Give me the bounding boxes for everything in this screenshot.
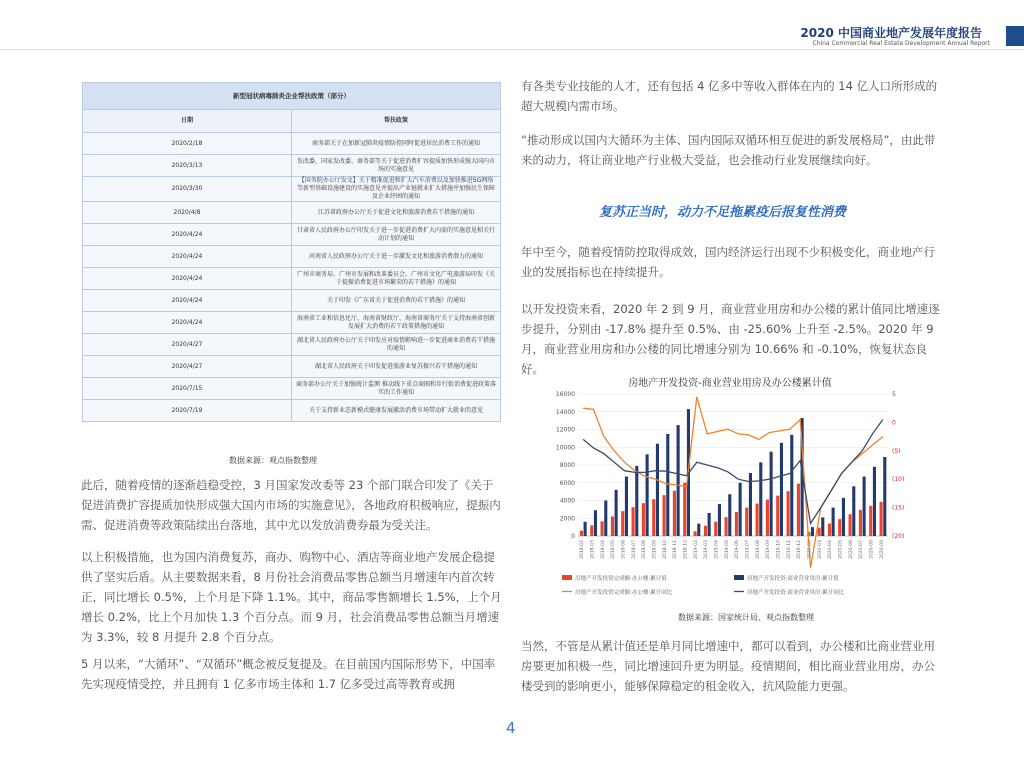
office-investment-bar xyxy=(673,491,676,536)
right-axis-tick-label: (15) xyxy=(892,504,905,512)
report-subtitle: China Commercial Real Estate Development Annual Report xyxy=(812,40,990,47)
office-investment-bar xyxy=(632,507,635,536)
table-cell-policy: 甘肃省人民政府办公厅印发关于进一步促进消费扩大内需的实施意见相关行动计划的通知 xyxy=(292,224,501,246)
office-investment-bar xyxy=(704,526,707,536)
table-row xyxy=(83,155,501,177)
x-axis-tick-label: 2019-02 xyxy=(693,540,699,559)
commercial-investment-bar xyxy=(811,527,814,536)
paragraph-right-3: 年中至今，随着疫情防控取得成效，国内经济运行出现不少积极变化，商业地产行业的发展指标也在持续提升。 xyxy=(521,245,935,279)
table-cell-policy: 广州市商务局、广州市发展和改革委员会、广州市文化广电旅游局印发《关于提振消费促进市场繁荣的若干措施》的通知 xyxy=(292,268,501,290)
x-axis-tick-label: 2018-11 xyxy=(673,540,679,559)
header-accent-bar xyxy=(1006,26,1024,46)
legend-swatch xyxy=(562,575,572,580)
table-cell-date: 2020/4/24 xyxy=(83,224,292,246)
left-axis-tick-label: 12000 xyxy=(555,426,575,434)
x-axis-tick-label: 2018-10 xyxy=(662,540,668,559)
table-cell-policy: 河南省人民政府办公厅关于进一步激发文化和旅游消费潜力的通知 xyxy=(292,246,501,268)
office-investment-bar xyxy=(756,504,759,536)
office-investment-bar xyxy=(642,503,645,536)
right-axis-tick-label: (20) xyxy=(892,533,905,540)
office-investment-bar xyxy=(621,511,624,536)
left-axis-tick-label: 2000 xyxy=(559,515,575,523)
commercial-investment-bar xyxy=(832,508,835,536)
commercial-investment-bar xyxy=(635,466,638,536)
table-cell-policy: 关于支持新业态新模式健康发展激活消费市场带动扩大就业的意见 xyxy=(292,400,501,422)
commercial-investment-bar xyxy=(852,486,855,536)
commercial-investment-bar xyxy=(615,490,618,536)
x-axis-tick-label: 2019-12 xyxy=(797,540,803,559)
left-axis-tick-label: 16000 xyxy=(555,391,575,398)
chart-source: 数据来源：国家统计局、观点指数整理 xyxy=(678,613,814,622)
left-axis-tick-label: 8000 xyxy=(559,462,575,469)
right-axis-tick-label: 0 xyxy=(892,419,896,427)
table-cell-date: 2020/7/19 xyxy=(83,400,292,422)
x-axis-tick-label: 2020-08 xyxy=(869,540,875,559)
table-cell-policy: 湖北省人民政府办公厅关于印发应对疫情影响进一步促进商业消费若干措施的通知 xyxy=(292,334,501,356)
table-source: 数据来源：观点指数整理 xyxy=(229,456,317,465)
left-axis-tick-label: 10000 xyxy=(555,444,575,452)
table-header-policy: 帮扶政策 xyxy=(292,110,501,133)
commercial-investment-bar xyxy=(739,483,742,536)
office-investment-bar xyxy=(652,499,655,536)
office-investment-bar xyxy=(611,516,614,536)
table-cell-policy: 关于印发《广东省关于促进消费的若干措施》的通知 xyxy=(292,290,501,312)
table-cell-date: 2020/4/27 xyxy=(83,356,292,378)
office-investment-bar xyxy=(838,519,841,536)
office-investment-bar xyxy=(590,525,593,536)
table-row xyxy=(83,246,501,268)
legend-label: 房地产开发投资:商业营业用房:累计同比 xyxy=(747,590,845,596)
table-row xyxy=(83,224,501,246)
paragraph-right-1: 有各类专业技能的人才，还有包括 4 亿多中等收入群体在内的 14 亿人口所形成的超大规模内需市场。 xyxy=(521,79,938,113)
x-axis-tick-label: 2020-04 xyxy=(828,540,834,559)
commercial-investment-bar xyxy=(780,443,783,536)
table-cell-date: 2020/3/13 xyxy=(83,155,292,177)
investment-chart xyxy=(552,372,908,602)
legend-label: 房地产开发投资完成额:办公楼:累计值 xyxy=(575,576,667,582)
commercial-investment-bar xyxy=(759,462,762,536)
table-caption: 新型冠状病毒肺炎企业帮扶政策（部分） xyxy=(83,83,501,110)
table-row xyxy=(83,177,501,202)
x-axis-tick-label: 2018-12 xyxy=(683,540,689,559)
commercial-investment-bar xyxy=(708,513,711,536)
paragraph-left-3: 5 月以来，“大循环”、“双循环”概念被反复提及。在目前国内国际形势下，中国率先实现疫情受控，并且拥有 1 亿多市场主体和 1.7 亿多受过高等教育或拥 xyxy=(81,657,496,691)
office-investment-bar xyxy=(766,500,769,536)
paragraph-right-4: 以开发投资来看，2020 年 2 到 9 月，商业营业用房和办公楼的累计值同比增速逐步提升，分别由 -17.8% 提升至 0.5%、由 -25.60% 上升至 -2.5%。2020 年 9 月，商业营业用房和办公楼的同比增速分别为 10.66% 和 -0.10%，恢复状态良好。 xyxy=(521,302,940,376)
x-axis-tick-label: 2018-07 xyxy=(631,540,637,559)
commercial-investment-bar xyxy=(863,477,866,536)
commercial-yoy-line xyxy=(583,420,883,524)
commercial-investment-bar xyxy=(790,435,793,536)
x-axis-tick-label: 2018-05 xyxy=(611,540,617,559)
table-cell-policy: 湖北省人民政府关于印发促进旅游业复苏振兴若干措施的通知 xyxy=(292,356,501,378)
commercial-investment-bar xyxy=(594,510,597,536)
x-axis-tick-label: 2018-03 xyxy=(590,540,596,559)
table-cell-date: 2020/4/8 xyxy=(83,202,292,224)
x-axis-tick-label: 2018-08 xyxy=(642,540,648,559)
commercial-investment-bar xyxy=(728,494,731,536)
left-axis-tick-label: 14000 xyxy=(555,408,575,416)
table-row xyxy=(83,356,501,378)
table-cell-policy: 发改委、国家发改委、商务部等关于促进消费扩容提质加快形成强大国内市场的实施意见 xyxy=(292,155,501,177)
table-row xyxy=(83,312,501,334)
office-investment-bar xyxy=(694,531,697,536)
office-investment-bar xyxy=(745,508,748,536)
table-header-date: 日期 xyxy=(83,110,292,133)
commercial-investment-bar xyxy=(625,477,628,536)
table-cell-policy: 【国务院办公厅发文】关于精准促进和扩大汽车消费以及加快推进5G网络等新型基础设施建设的实施意见并提出产业链就业扩大措施并加强民生保障及企业纾困的通知 xyxy=(292,177,501,202)
right-axis-tick-label: 5 xyxy=(892,391,896,398)
paragraph-left-2: 以上积极措施，也为国内消费复苏，商办、购物中心、酒店等商业地产发展企稳提供了坚实后盾。从主要数据来看，8 月份社会消费品零售总额当月增速年内首次转正，同比增长 0.5%，上个月是下降 1.1%。其中，商品零售额增长 1.5%，上个月增长 0.2%，比上个月加快 1.3 个百分点。而 9 月，社会消费品零售总额当月增速为 3.3%，较 8 月提升 2.8 个百分点。 xyxy=(81,550,502,644)
x-axis-tick-label: 2020-06 xyxy=(848,540,854,559)
commercial-investment-bar xyxy=(718,504,721,536)
table-row xyxy=(83,290,501,312)
office-investment-bar xyxy=(797,484,800,536)
left-axis-tick-label: 0 xyxy=(571,533,575,540)
x-axis-tick-label: 2020-09 xyxy=(879,540,885,559)
commercial-investment-bar xyxy=(604,501,607,537)
chart-title: 房地产开发投资-商业营业用房及办公楼累计值 xyxy=(628,378,832,389)
paragraph-right-5: 当然，不管是从累计值还是单月同比增速中，都可以看到，办公楼和比商业营业用房要更加积极一些，同比增速回升更为明显。疫情期间，相比商业营业用房，办公楼受到的影响更小，能够保障稳定的租金收入，抗风险能力更强。 xyxy=(521,639,935,693)
office-investment-bar xyxy=(580,531,583,536)
commercial-investment-bar xyxy=(584,522,587,536)
header-divider xyxy=(0,49,1024,50)
x-axis-tick-label: 2019-06 xyxy=(735,540,741,559)
office-investment-bar xyxy=(683,483,686,536)
office-investment-bar xyxy=(714,522,717,536)
report-title: 2020 中国商业地产发展年度报告 xyxy=(800,26,982,40)
legend-label: 房地产开发投资完成额:办公楼:累计同比 xyxy=(575,590,673,596)
office-investment-bar xyxy=(601,521,604,536)
legend-swatch xyxy=(734,575,744,580)
office-investment-bar xyxy=(849,514,852,536)
table-cell-policy: 商务部关于在加新冠肺炎疫情防控同时促进居民消费工作的通知 xyxy=(292,133,501,155)
table-cell-date: 2020/4/24 xyxy=(83,290,292,312)
table-row xyxy=(83,268,501,290)
x-axis-tick-label: 2019-04 xyxy=(714,540,720,559)
x-axis-tick-label: 2020-07 xyxy=(859,540,865,559)
commercial-investment-bar xyxy=(770,452,773,536)
x-axis-tick-label: 2020-05 xyxy=(838,540,844,559)
commercial-investment-bar xyxy=(697,524,700,536)
commercial-investment-bar xyxy=(749,473,752,536)
policy-table xyxy=(82,82,501,422)
table-row xyxy=(83,133,501,155)
commercial-investment-bar xyxy=(821,517,824,536)
section-title: 复苏正当时，动力不足拖累疫后报复性消费 xyxy=(599,205,847,220)
paragraph-left-1: 此后，随着疫情的逐渐趋稳受控，3 月国家发改委等 23 个部门联合印发了《关于促进消费扩容提质加快形成强大国内市场的实施意见》，各地政府积极响应，提振内需、促进消费等政策陆续出台落地，其中尤以发放消费券最为受关注。 xyxy=(81,478,501,532)
x-axis-tick-label: 2019-08 xyxy=(755,540,761,559)
table-cell-date: 2020/7/15 xyxy=(83,378,292,400)
office-investment-bar xyxy=(776,496,779,536)
x-axis-tick-label: 2019-05 xyxy=(724,540,730,559)
table-cell-date: 2020/2/18 xyxy=(83,133,292,155)
x-axis-tick-label: 2019-11 xyxy=(786,540,792,559)
left-axis-tick-label: 4000 xyxy=(559,497,575,505)
paragraph-right-2: “推动形成以国内大循环为主体、国内国际双循环相互促进的新发展格局”，由此带来的动力，将让商业地产行业极大受益，也会推动行业发展继续向好。 xyxy=(521,133,936,167)
right-axis-tick-label: (5) xyxy=(892,447,901,455)
x-axis-tick-label: 2019-10 xyxy=(776,540,782,559)
legend-label: 房地产开发投资:商业营业用房:累计值 xyxy=(747,576,839,582)
x-axis-tick-label: 2020-03 xyxy=(817,540,823,559)
office-investment-bar xyxy=(818,528,821,536)
office-investment-bar xyxy=(869,506,872,536)
commercial-investment-bar xyxy=(873,467,876,536)
commercial-investment-bar xyxy=(656,444,659,536)
table-cell-policy: 海南省工业和信息化厅、海南省财政厅、海南省商务厅关于支持海南省创新发展扩大消费的若干政策措施的通知 xyxy=(292,312,501,334)
table-row xyxy=(83,378,501,400)
office-investment-bar xyxy=(880,502,883,536)
office-investment-bar xyxy=(663,495,666,536)
x-axis-tick-label: 2019-03 xyxy=(704,540,710,559)
table-row xyxy=(83,334,501,356)
commercial-investment-bar xyxy=(677,425,680,536)
table-cell-policy: 商务部办公厅关于加强统计监测 推动线下重点商圈和步行街消费促进政策落实的工作通知 xyxy=(292,378,501,400)
right-axis-tick-label: (10) xyxy=(892,476,905,484)
commercial-investment-bar xyxy=(666,434,669,536)
left-axis-tick-label: 6000 xyxy=(559,479,575,487)
table-cell-date: 2020/4/24 xyxy=(83,246,292,268)
table-row xyxy=(83,202,501,224)
office-investment-bar xyxy=(725,517,728,536)
table-cell-date: 2020/3/30 xyxy=(83,177,292,202)
commercial-investment-bar xyxy=(646,454,649,536)
x-axis-tick-label: 2019-09 xyxy=(766,540,772,559)
table-cell-date: 2020/4/24 xyxy=(83,268,292,290)
table-row xyxy=(83,400,501,422)
x-axis-tick-label: 2018-04 xyxy=(600,540,606,559)
office-investment-bar xyxy=(787,491,790,536)
office-investment-bar xyxy=(828,524,831,536)
x-axis-tick-label: 2018-09 xyxy=(652,540,658,559)
x-axis-tick-label: 2018-06 xyxy=(621,540,627,559)
office-investment-bar xyxy=(859,510,862,536)
page-number: 4 xyxy=(506,719,516,737)
commercial-investment-bar xyxy=(842,498,845,536)
x-axis-tick-label: 2018-02 xyxy=(580,540,586,559)
table-cell-policy: 江苏省政府办公厅关于促进文化和旅游消费若干措施的通知 xyxy=(292,202,501,224)
commercial-investment-bar xyxy=(883,457,886,536)
x-axis-tick-label: 2020-02 xyxy=(807,540,813,559)
office-investment-bar xyxy=(735,512,738,536)
x-axis-tick-label: 2019-07 xyxy=(745,540,751,559)
table-cell-date: 2020/4/27 xyxy=(83,334,292,356)
table-cell-date: 2020/4/24 xyxy=(83,312,292,334)
